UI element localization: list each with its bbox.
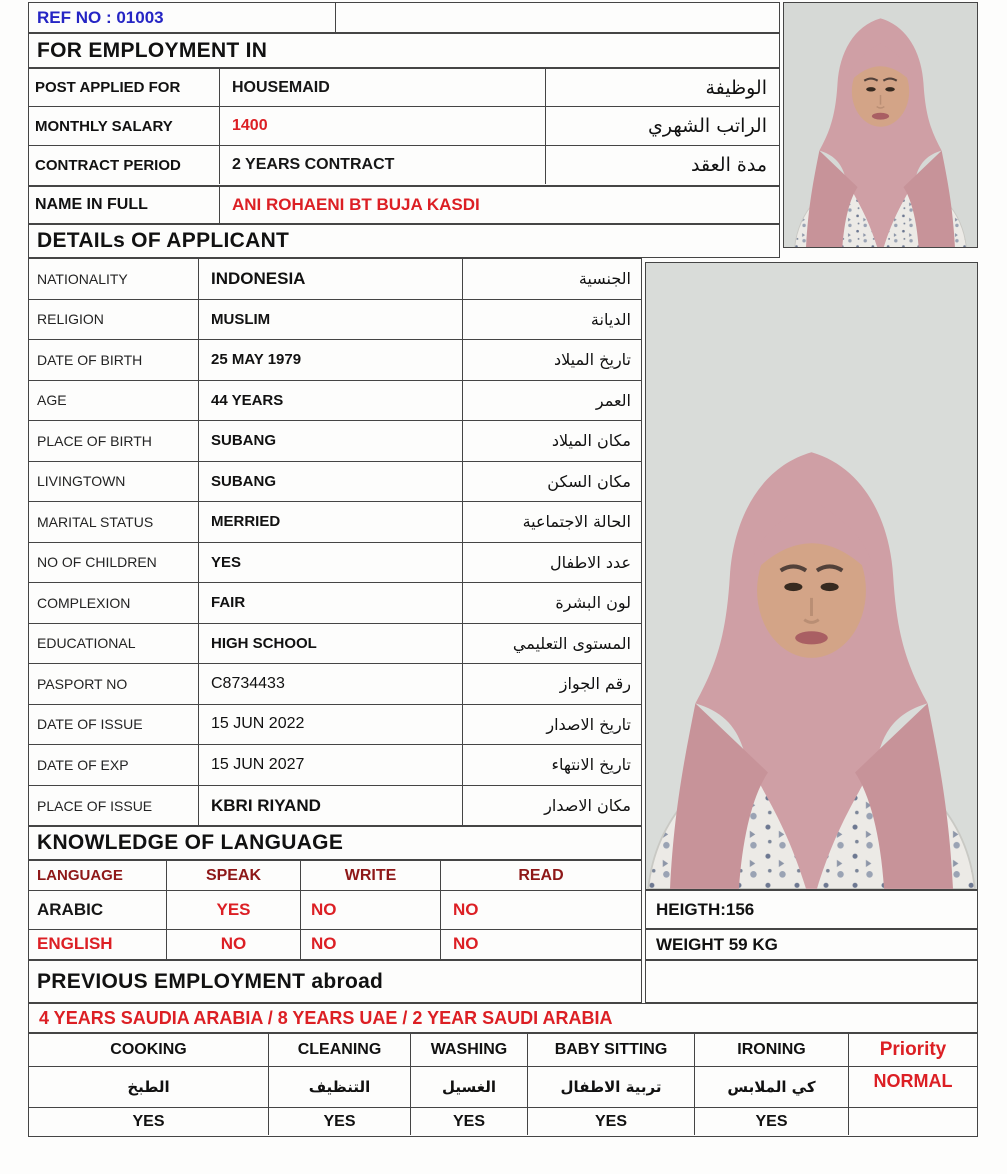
livingtown-label: LIVINGTOWN xyxy=(29,462,199,502)
name-value: ANI ROHAENI BT BUJA KASDI xyxy=(232,195,480,214)
babysitting-value: YES xyxy=(528,1108,695,1135)
language-table xyxy=(28,860,642,960)
english-write-value: NO xyxy=(301,930,441,959)
col-read: READ xyxy=(518,866,564,884)
post-applied-arabic: الوظيفة xyxy=(705,76,767,99)
employment-summary-row xyxy=(28,1003,978,1033)
table-row xyxy=(29,624,641,665)
cooking-header: COOKING xyxy=(29,1034,269,1066)
language-header xyxy=(28,826,642,860)
washing-arabic: الغسيل xyxy=(411,1067,528,1107)
ref-no-row xyxy=(28,2,780,33)
arabic-language-label: ARABIC xyxy=(29,891,167,929)
table-row xyxy=(29,462,641,503)
table-row xyxy=(29,502,641,543)
exp-date-arabic: تاريخ الانتهاء xyxy=(551,755,631,775)
issue-date-arabic: تاريخ الاصدار xyxy=(546,714,631,734)
portrait-illustration-large xyxy=(646,263,977,889)
applicant-photo-small xyxy=(783,2,978,248)
arabic-speak-value: YES xyxy=(167,891,301,929)
details-header xyxy=(28,224,780,258)
passport-arabic: رقم الجواز xyxy=(559,674,631,694)
table-row xyxy=(29,146,779,184)
table-row xyxy=(29,421,641,462)
cleaning-header: CLEANING xyxy=(269,1034,411,1066)
marital-arabic: الحالة الاجتماعية xyxy=(522,512,631,532)
complexion-label: COMPLEXION xyxy=(29,583,199,623)
table-row xyxy=(29,300,641,341)
age-value: 44 YEARS xyxy=(199,381,463,421)
marital-value: MERRIED xyxy=(199,502,463,542)
table-row xyxy=(29,1067,977,1108)
employment-summary: 4 YEARS SAUDIA ARABIA / 8 YEARS UAE / 2 YEAR SAUDI ARABIA xyxy=(39,1007,613,1028)
arabic-read-value: NO xyxy=(453,899,479,919)
language-title: KNOWLEDGE OF LANGUAGE xyxy=(37,831,344,854)
passport-value: C8734433 xyxy=(199,664,463,704)
arabic-write-value: NO xyxy=(301,891,441,929)
table-row xyxy=(29,745,641,786)
for-employment-header xyxy=(28,33,780,68)
pob-label: PLACE OF BIRTH xyxy=(29,421,199,461)
for-employment-title: FOR EMPLOYMENT IN xyxy=(37,38,268,62)
monthly-salary-arabic: الراتب الشهري xyxy=(648,115,767,137)
nationality-value: INDONESIA xyxy=(199,259,463,299)
priority-empty-cell xyxy=(849,1108,977,1135)
educational-label: EDUCATIONAL xyxy=(29,624,199,664)
previous-employment-title: PREVIOUS EMPLOYMENT abroad xyxy=(37,969,384,993)
col-language: LANGUAGE xyxy=(29,861,167,890)
post-applied-value: HOUSEMAID xyxy=(220,69,546,106)
babysitting-header: BABY SITTING xyxy=(528,1034,695,1066)
table-row xyxy=(29,930,641,959)
english-speak-value: NO xyxy=(167,930,301,959)
age-label: AGE xyxy=(29,381,199,421)
ref-no-empty-cell xyxy=(336,3,779,32)
table-row xyxy=(29,1108,977,1135)
height-value: HEIGTH:156 xyxy=(656,899,755,919)
children-value: YES xyxy=(199,543,463,583)
monthly-salary-value: 1400 xyxy=(220,107,546,145)
babysitting-arabic: تربية الاطفال xyxy=(528,1067,695,1107)
english-language-label: ENGLISH xyxy=(29,930,167,959)
age-arabic: العمر xyxy=(595,390,631,410)
complexion-value: FAIR xyxy=(199,583,463,623)
weight-value: WEIGHT 59 KG xyxy=(656,934,778,954)
table-row xyxy=(29,69,779,107)
table-row xyxy=(29,1034,977,1067)
issue-place-value: KBRI RIYAND xyxy=(199,786,463,827)
col-speak: SPEAK xyxy=(167,861,301,890)
table-row xyxy=(29,786,641,827)
issue-place-arabic: مكان الاصدار xyxy=(544,796,631,816)
washing-value: YES xyxy=(411,1108,528,1135)
dob-label: DATE OF BIRTH xyxy=(29,340,199,380)
issue-place-label: PLACE OF ISSUE xyxy=(29,786,199,827)
contract-period-arabic: مدة العقد xyxy=(691,154,767,176)
table-row xyxy=(29,107,779,146)
cooking-arabic: الطبخ xyxy=(29,1067,269,1107)
name-label: NAME IN FULL xyxy=(29,187,220,223)
portrait-illustration xyxy=(784,3,977,247)
post-applied-label: POST APPLIED FOR xyxy=(29,69,220,106)
contract-period-value: 2 YEARS CONTRACT xyxy=(220,146,546,184)
table-row xyxy=(29,259,641,300)
cleaning-arabic: التنظيف xyxy=(269,1067,411,1107)
details-title: DETAILs OF APPLICANT xyxy=(37,229,290,252)
nationality-arabic: الجنسية xyxy=(578,269,631,289)
contract-period-label: CONTRACT PERIOD xyxy=(29,146,220,184)
ref-no-label: REF NO : 01003 xyxy=(29,3,336,32)
issue-date-label: DATE OF ISSUE xyxy=(29,705,199,745)
complexion-arabic: لون البشرة xyxy=(555,593,631,613)
table-row xyxy=(29,340,641,381)
weight-row xyxy=(645,929,978,960)
religion-arabic: الديانة xyxy=(590,309,631,329)
previous-employment-header xyxy=(28,960,642,1003)
employment-table xyxy=(28,68,780,186)
ironing-value: YES xyxy=(695,1108,849,1135)
priority-value: NORMAL xyxy=(873,1071,953,1091)
educational-arabic: المستوى التعليمي xyxy=(512,633,631,653)
english-read-value: NO xyxy=(453,934,479,953)
educational-value: HIGH SCHOOL xyxy=(199,624,463,664)
table-row xyxy=(29,891,641,930)
dob-arabic: تاريخ الميلاد xyxy=(554,350,631,370)
name-row xyxy=(28,186,780,224)
table-row xyxy=(29,583,641,624)
nationality-label: NATIONALITY xyxy=(29,259,199,299)
priority-label: Priority xyxy=(879,1039,947,1060)
children-label: NO OF CHILDREN xyxy=(29,543,199,583)
details-table xyxy=(28,258,642,826)
table-row xyxy=(29,664,641,705)
dob-value: 25 MAY 1979 xyxy=(199,340,463,380)
skills-table xyxy=(28,1033,978,1137)
pob-value: SUBANG xyxy=(199,421,463,461)
table-row xyxy=(29,543,641,584)
marital-label: MARITAL STATUS xyxy=(29,502,199,542)
table-row xyxy=(29,705,641,746)
livingtown-value: SUBANG xyxy=(199,462,463,502)
right-empty-cell xyxy=(645,960,978,1003)
washing-header: WASHING xyxy=(411,1034,528,1066)
children-arabic: عدد الاطفال xyxy=(549,552,631,572)
religion-value: MUSLIM xyxy=(199,300,463,340)
cleaning-value: YES xyxy=(269,1108,411,1135)
exp-date-label: DATE OF EXP xyxy=(29,745,199,785)
passport-label: PASPORT NO xyxy=(29,664,199,704)
table-row xyxy=(29,381,641,422)
ironing-arabic: كي الملابس xyxy=(695,1067,849,1107)
pob-arabic: مكان الميلاد xyxy=(551,431,631,451)
livingtown-arabic: مكان السكن xyxy=(547,471,631,491)
monthly-salary-label: MONTHLY SALARY xyxy=(29,107,220,145)
exp-date-value: 15 JUN 2027 xyxy=(199,745,463,785)
applicant-photo-large xyxy=(645,262,978,890)
religion-label: RELIGION xyxy=(29,300,199,340)
table-row xyxy=(29,861,641,891)
cooking-value: YES xyxy=(29,1108,269,1135)
height-row xyxy=(645,890,978,929)
ironing-header: IRONING xyxy=(695,1034,849,1066)
issue-date-value: 15 JUN 2022 xyxy=(199,705,463,745)
col-write: WRITE xyxy=(301,861,441,890)
